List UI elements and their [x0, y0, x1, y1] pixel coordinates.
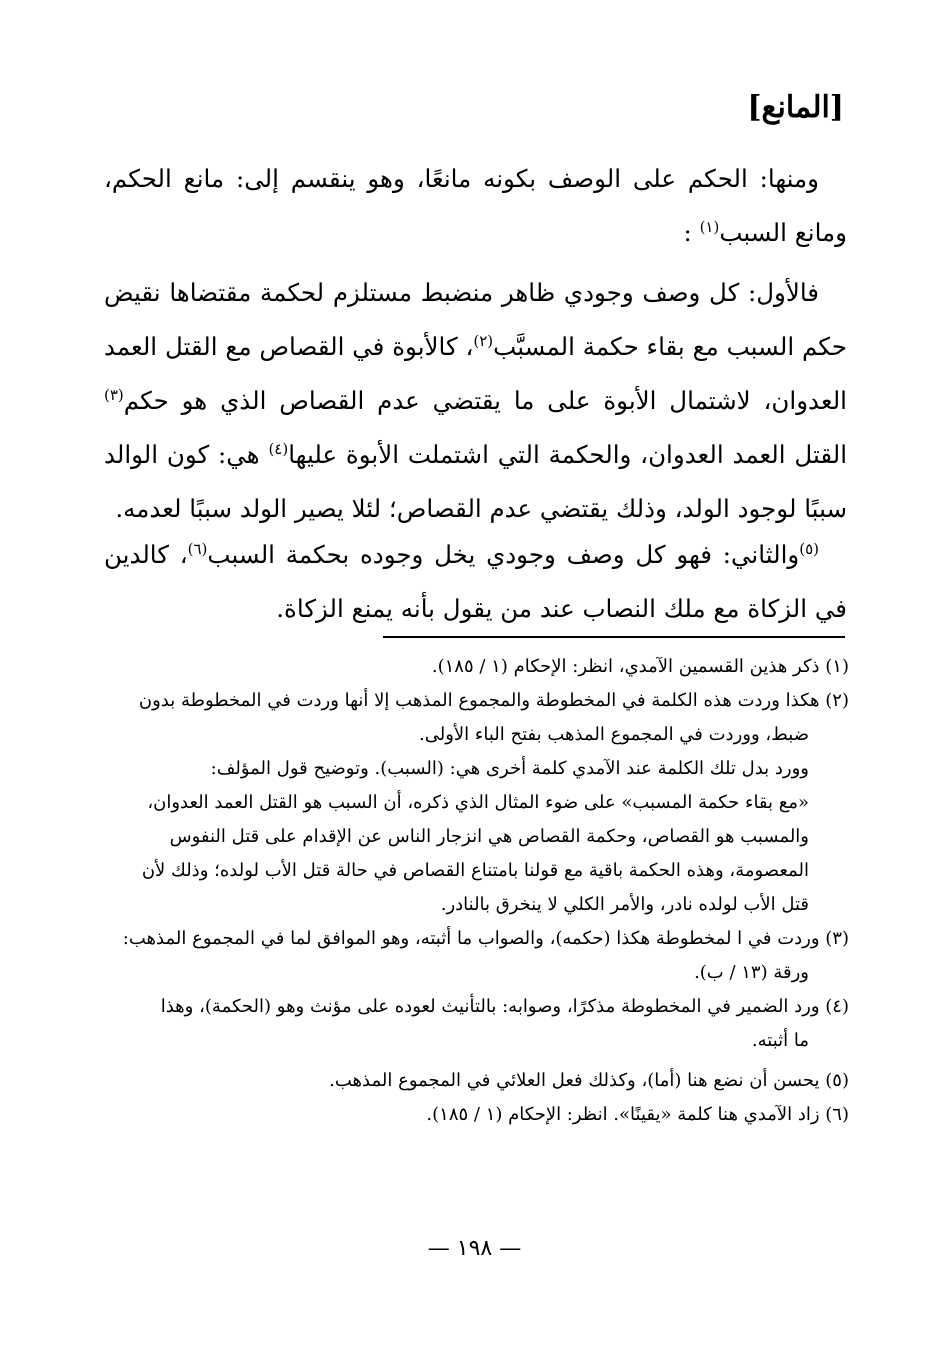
paragraph-text: والثاني: فهو كل وصف وجودي يخل وجوده بحكمة السبب [207, 540, 800, 569]
footnote-ref[interactable]: (٦) [187, 539, 208, 558]
paragraph-text: القتل العمد العدوان، والحكمة التي اشتملت الأبوة عليها [288, 440, 848, 469]
footnote-5: (٥) يحسن أن نضع هنا (أما)، وكذلك فعل العلائي في المجموع المذهب. [329, 1070, 849, 1091]
footnote-text: ما أثبته. [751, 1030, 809, 1051]
paragraph-first-type [104, 266, 847, 536]
footnote-text: ضبط، ووردت في المجموع المذهب بفتح الباء الأولى. [419, 724, 809, 745]
footnote-text: ورقة (١٣ / ب). [694, 962, 809, 983]
footnote-1: (١) ذكر هذين القسمين الآمدي، انظر: الإحكام (١ / ١٨٥). [431, 656, 849, 677]
footnote-6: (٦) زاد الآمدي هنا كلمة «يقينًا». انظر: الإحكام (١ / ١٨٥). [426, 1104, 849, 1125]
paragraph-text: : [683, 218, 692, 247]
footnote-3 [105, 922, 849, 990]
footnote-text: المعصومة، وهذه الحكمة باقية مع قولنا بامتناع القصاص في حالة قتل الأب لولده؛ وذلك لأن [141, 860, 809, 881]
paragraph-text: هي: كون الوالد سببًا لوجود الولد، وذلك يقتضي عدم القصاص؛ لئلا يصير الولد سببًا لعدمه. [104, 440, 847, 523]
section-heading: [المانع] [747, 90, 844, 125]
paragraph-text: فالأول: كل وصف وجودي ظاهر منضبط مستلزم لحكمة مقتضاها نقيض حكم السبب مع بقاء حكمة المسبَّب [104, 278, 847, 361]
footnote-text: (٢) هكذا وردت هذه الكلمة في المخطوطة والمجموع المذهب إلا أنها وردت في المخطوطة بدون [138, 690, 849, 711]
footnote-ref[interactable]: (٣) [104, 385, 124, 404]
page-number: — ١٩٨ — [427, 1236, 522, 1261]
footnote-text: وورد بدل تلك الكلمة عند الآمدي كلمة أخرى هي: (السبب). وتوضيح قول المؤلف: [210, 758, 809, 779]
footnote-text: (٣) وردت في ا لمخطوطة هكذا (حكمه)، والصواب ما أثبته، وهو الموافق لما في المجموع المذهب: [122, 928, 849, 949]
footnote-ref[interactable]: (١) [699, 217, 720, 236]
footnote-text: (٤) ورد الضمير في المخطوطة مذكرًا، وصوابه: بالتأنيث لعوده على مؤنث وهو (الحكمة)، وهذا [160, 996, 849, 1017]
paragraph-text: ، كالأبوة في القصاص مع القتل العمد العدوان، لاشتمال الأبوة على ما يقتضي عدم القصاص الذي هو حكم [104, 332, 847, 415]
footnote-ref[interactable]: (٢) [473, 331, 494, 350]
paragraph-text: ومنها: الحكم على الوصف بكونه مانعًا، وهو ينقسم إلى: مانع الحكم، ومانع السبب [104, 164, 847, 247]
footnote-ref[interactable]: (٤) [268, 439, 289, 458]
footnote-text: «مع بقاء حكمة المسبب» على ضوء المثال الذي ذكره، أن السبب هو القتل العمد العدوان، [147, 792, 809, 813]
footnotes-section [105, 650, 849, 1132]
footnote-text: قتل الأب لولده نادر، والأمر الكلي لا ينخرق بالنادر. [440, 894, 809, 915]
footnote-ref[interactable]: (٥) [799, 539, 819, 558]
footnote-4 [105, 990, 849, 1058]
paragraph-text: ، كالدين في الزكاة مع ملك النصاب عند من يقول بأنه يمنع الزكاة. [104, 540, 847, 623]
footnote-2 [105, 684, 849, 922]
footnote-divider [383, 636, 845, 638]
paragraph-second-type [104, 528, 847, 636]
paragraph-intro [104, 152, 847, 260]
footnote-text: والمسبب هو القصاص، وحكمة القصاص هي انزجار الناس عن الإقدام على قتل النفوس [169, 826, 809, 847]
